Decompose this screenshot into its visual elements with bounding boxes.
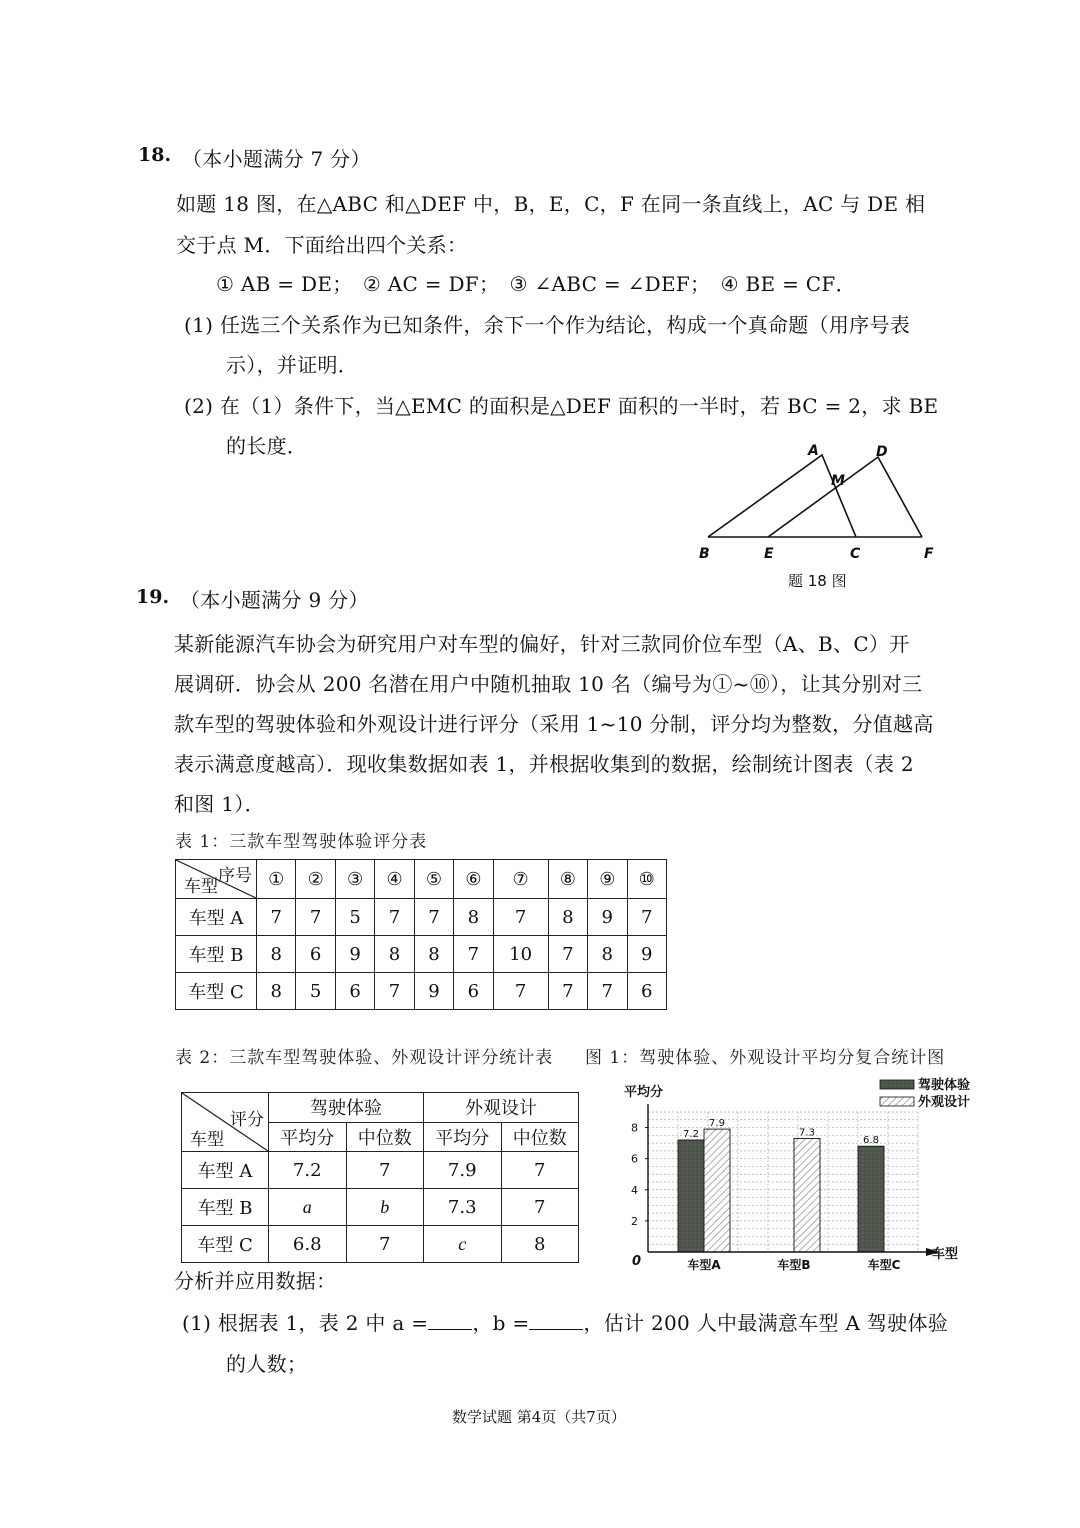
bar-value-label: 7.2 [683,1129,699,1140]
q19-paragraph-line2: 展调研．协会从 200 名潜在用户中随机抽取 10 名（编号为①~⑩），让其分别对三 [174,672,923,696]
y-tick-label: 2 [631,1214,638,1228]
table2-cell: 7 [501,1152,579,1189]
table2-subheader: 平均分 [269,1122,347,1152]
table1-row-label: 车型 A [176,899,257,936]
table1-header: ③ [335,860,374,899]
table2-row [182,1226,579,1263]
table1-cell: 7 [296,899,335,936]
q19-part1-line2: 的人数； [226,1352,308,1376]
table1-cell: 5 [335,899,374,936]
table2-cell-b: b [346,1189,424,1226]
table1-cell: 8 [414,936,453,973]
triangle-abc [708,455,856,537]
q18-relations: ① AB = DE； ② AC = DF； ③ ∠ABC = ∠DEF； ④ BE = CF． [216,272,856,296]
triangle-def [768,457,922,537]
bar-value-label: 7.3 [799,1127,815,1139]
table1-cell: 7 [454,936,493,973]
table1-cell: 8 [588,936,627,973]
legend-swatch-driving [880,1080,914,1089]
y-tick-label: 6 [631,1152,638,1166]
q18-part1-line1: (1) 任选三个关系作为已知条件，余下一个作为结论，构成一个真命题（用序号表 [184,313,911,337]
table1-header: ② [296,860,335,899]
table1-cell: 6 [296,936,335,973]
table2-group-driving: 驾驶体验 [269,1093,424,1123]
table1-header: ⑨ [588,860,627,899]
table2-cell-c: c [424,1226,502,1263]
table1-header: ⑩ [627,860,667,899]
x-category-label: 车型C [867,1258,901,1272]
table1-cell: 7 [627,899,667,936]
chart-origin-label: 0 [632,1254,642,1269]
q19-part1-text-c: ，估计 200 人中最满意车型 A 驾驶体验 [583,1311,949,1335]
table1-cell: 9 [414,973,453,1010]
table1-cell: 10 [493,936,548,973]
y-tick-label: 4 [631,1183,638,1197]
label-m: M [831,473,845,489]
table1-cell: 7 [588,973,627,1010]
table1-cell: 8 [257,936,296,973]
table1-cell: 8 [375,936,414,973]
table1-corner-top: 序号 [218,866,252,886]
chart-y-axis-label: 平均分 [624,1085,664,1100]
table2-row-label: 车型 C [182,1226,269,1263]
table1-cell: 9 [335,936,374,973]
q19-paragraph-line4: 表示满意度越高）．现收集数据如表 1，并根据收集到的数据，绘制统计图表（表 2 [174,752,914,776]
table1-cell: 6 [454,973,493,1010]
table2-cell: 7.3 [424,1189,502,1226]
table1-row [176,899,667,936]
legend-label-driving: 驾驶体验 [918,1078,971,1093]
table1-header: ⑥ [454,860,493,899]
table2-subheader: 平均分 [424,1122,502,1152]
x-category-label: 车型A [687,1258,721,1272]
table1-cell: 5 [296,973,335,1010]
table1-cell: 7 [548,973,587,1010]
table1-driving-scores [175,859,667,1010]
table2-row-label: 车型 B [182,1189,269,1226]
table1-cell: 9 [588,899,627,936]
table2-corner-top: 评分 [230,1110,264,1130]
y-tick-label: 8 [631,1121,638,1135]
chart-x-axis-label: 车型 [932,1247,959,1262]
q18-header: （本小题满分 7 分） [182,147,371,171]
table2-subheader: 中位数 [346,1122,424,1152]
table1-caption: 表 1：三款车型驾驶体验评分表 [175,832,428,852]
table1-cell: 7 [375,899,414,936]
page-footer: 数学试题 第4页（共7页） [452,1408,626,1426]
q19-part1-line1 [182,1307,948,1336]
q19-header: （本小题满分 9 分） [180,588,369,612]
bar-driving [858,1146,884,1252]
table2-cell: 7 [346,1226,424,1263]
legend-label-appearance: 外观设计 [918,1095,971,1110]
table2-cell: 7 [346,1152,424,1189]
table1-corner-cell [176,860,257,899]
q18-part2-line1: (2) 在（1）条件下，当△EMC 的面积是△DEF 面积的一半时，若 BC = 2，求 BE [184,394,939,418]
table2-cell-a: a [269,1189,347,1226]
table1-cell: 7 [493,899,548,936]
table2-row [182,1152,579,1189]
label-e: E [764,546,774,562]
table1-cell: 7 [493,973,548,1010]
table1-cell: 7 [414,899,453,936]
q19-number: 19. [136,586,170,608]
q18-part1-line2: 示），并证明． [226,353,359,377]
table2-cell: 7 [501,1189,579,1226]
table1-row [176,973,667,1010]
x-category-label: 车型B [777,1258,811,1272]
table1-cell: 6 [627,973,667,1010]
table2-corner-bottom: 车型 [190,1130,224,1150]
q19-paragraph-line5: 和图 1）． [174,792,265,816]
analysis-heading: 分析并应用数据： [174,1269,337,1293]
table2-cell: 7.9 [424,1152,502,1189]
label-d: D [876,444,888,460]
table1-cell: 9 [627,936,667,973]
chart-caption: 图 1：驾驶体验、外观设计平均分复合统计图 [585,1048,946,1068]
bar-value-label: 7.9 [709,1118,725,1130]
table1-header: ⑤ [414,860,453,899]
table1-row-label: 车型 B [176,936,257,973]
label-a: A [808,443,819,459]
legend-swatch-appearance [880,1097,914,1106]
q18-line2: 交于点 M．下面给出四个关系： [176,233,468,257]
table2-group-appearance: 外观设计 [424,1093,579,1123]
answer-blank-a[interactable] [428,1311,472,1330]
label-b: B [699,546,710,562]
table2-statistics [181,1092,579,1263]
table1-cell: 7 [375,973,414,1010]
table2-cell: 8 [501,1226,579,1263]
answer-blank-b[interactable] [529,1311,583,1330]
q18-part2-line2: 的长度． [226,434,308,458]
table2-cell: 7.2 [269,1152,347,1189]
table1-cell: 8 [257,973,296,1010]
table1-cell: 8 [454,899,493,936]
table1-row [176,936,667,973]
table2-subheader: 中位数 [501,1122,579,1152]
q18-line1: 如题 18 图，在△ABC 和△DEF 中，B，E，C，F 在同一条直线上，AC 与 DE 相 [176,192,926,216]
table2-cell: 6.8 [269,1226,347,1263]
table1-header: ⑧ [548,860,587,899]
q18-figure-caption: 题 18 图 [788,572,847,590]
bar-driving [678,1140,704,1252]
bar-value-label: 6.8 [863,1135,879,1147]
table2-caption: 表 2：三款车型驾驶体验、外观设计评分统计表 [175,1048,554,1068]
table2-corner-cell [182,1093,269,1152]
table1-cell: 7 [257,899,296,936]
table1-header: ⑦ [493,860,548,899]
q19-paragraph-line3: 款车型的驾驶体验和外观设计进行评分（采用 1~10 分制，评分均为整数，分值越高 [174,712,934,736]
label-f: F [924,546,934,562]
table1-corner-bottom: 车型 [184,877,218,897]
table1-row-label: 车型 C [176,973,257,1010]
table2-row [182,1189,579,1226]
table1-header: ① [257,860,296,899]
q18-triangle-figure [690,440,950,600]
table1-cell: 7 [548,936,587,973]
bar-chart-figure1 [610,1072,990,1282]
table1-header: ④ [375,860,414,899]
table1-cell: 8 [548,899,587,936]
q19-part1-text-a: (1) 根据表 1，表 2 中 a = [182,1311,429,1335]
q18-number: 18. [138,144,172,166]
label-c: C [850,546,861,562]
bar-appearance [704,1129,730,1252]
table2-row-label: 车型 A [182,1152,269,1189]
q19-paragraph-line1: 某新能源汽车协会为研究用户对车型的偏好，针对三款同价位车型（A、B、C）开 [174,632,910,656]
bar-appearance [794,1138,820,1252]
table1-cell: 6 [335,973,374,1010]
q19-part1-text-b: ，b = [472,1311,530,1335]
